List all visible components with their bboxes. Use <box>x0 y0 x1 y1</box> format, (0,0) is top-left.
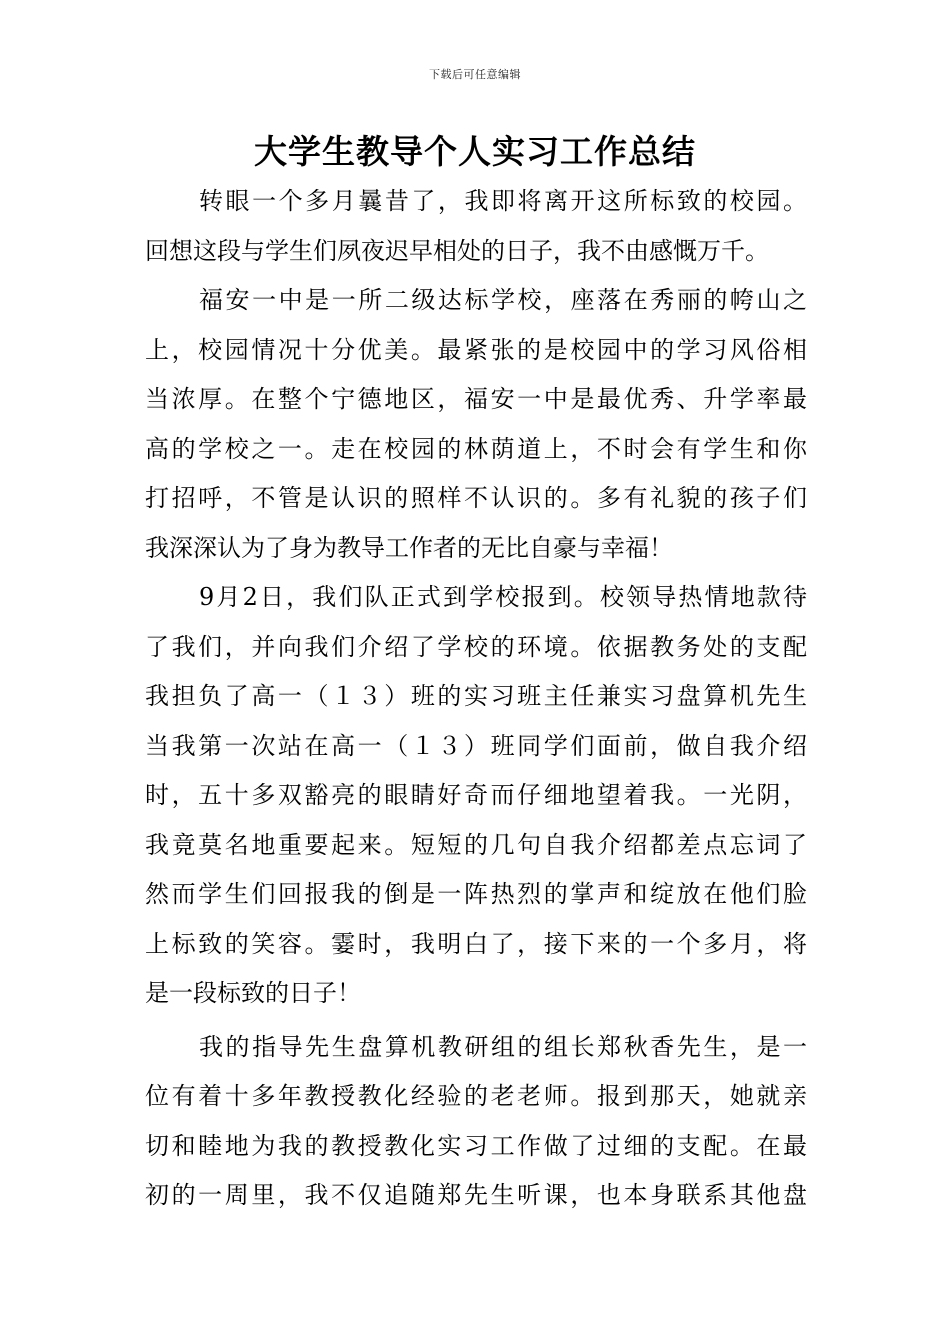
text-line: 我竟莫名地重要起来。短短的几句自我介绍都差点忘词了 <box>145 830 807 859</box>
text-line: 当我第一次站在高一（１３）班同学们面前，做自我介绍 <box>145 731 807 760</box>
text-line: 我深深认为了身为教导工作者的无比自豪与幸福！ <box>145 533 673 562</box>
text-line: 9月2日，我们队正式到学校报到。校领导热情地款待 <box>199 583 807 611</box>
text-line: 上，校园情况十分优美。最紧张的是校园中的学习风俗相 <box>145 335 807 364</box>
text-line: 当浓厚。在整个宁德地区，福安一中是最优秀、升学率最 <box>145 385 807 413</box>
text-line: 我担负了高一（１３）班的实习班主任兼实习盘算机先生 <box>145 682 807 710</box>
text-line: 我的指导先生盘算机教研组的组长郑秋香先生，是一 <box>199 1032 807 1061</box>
text-line: 然而学生们回报我的倒是一阵热烈的掌声和绽放在他们脸 <box>145 880 807 908</box>
text-line: 回想这段与学生们夙夜迟早相处的日子，我不由感慨万千。 <box>145 236 769 265</box>
text-line: 了我们，并向我们介绍了学校的环境。依据教务处的支配 <box>145 632 807 661</box>
text-line: 时，五十多双豁亮的眼睛好奇而仔细地望着我。一光阴， <box>145 781 807 809</box>
text-line: 是一段标致的日子！ <box>145 979 361 1007</box>
text-line: 福安一中是一所二级达标学校，座落在秀丽的㡁山之 <box>199 286 807 314</box>
paragraph <box>145 177 807 276</box>
text-line: 打招呼，不管是认识的照样不认识的。多有礼貌的孩子们 <box>145 484 807 512</box>
text-line: 切和睦地为我的教授教化实习工作做了过细的支配。在最 <box>145 1131 807 1160</box>
text-line: 高的学校之一。走在校园的林荫道上，不时会有学生和你 <box>145 434 807 463</box>
paragraph <box>145 573 807 1019</box>
text-line: 转眼一个多月曩昔了，我即将离开这所标致的校园。 <box>199 187 807 215</box>
document-body <box>145 177 807 1221</box>
paragraph <box>145 276 807 573</box>
text-line: 上标致的笑容。霎时，我明白了，接下来的一个多月，将 <box>145 929 807 958</box>
header-note: 下载后可任意编辑 <box>429 68 521 81</box>
document-title: 大学生教导个人实习工作总结 <box>254 132 696 171</box>
text-line: 初的一周里，我不仅追随郑先生听课，也本身联系其他盘 <box>145 1181 807 1209</box>
paragraph <box>145 1023 807 1221</box>
text-line: 位有着十多年教授教化经验的老老师。报到那天，她就亲 <box>145 1082 807 1110</box>
